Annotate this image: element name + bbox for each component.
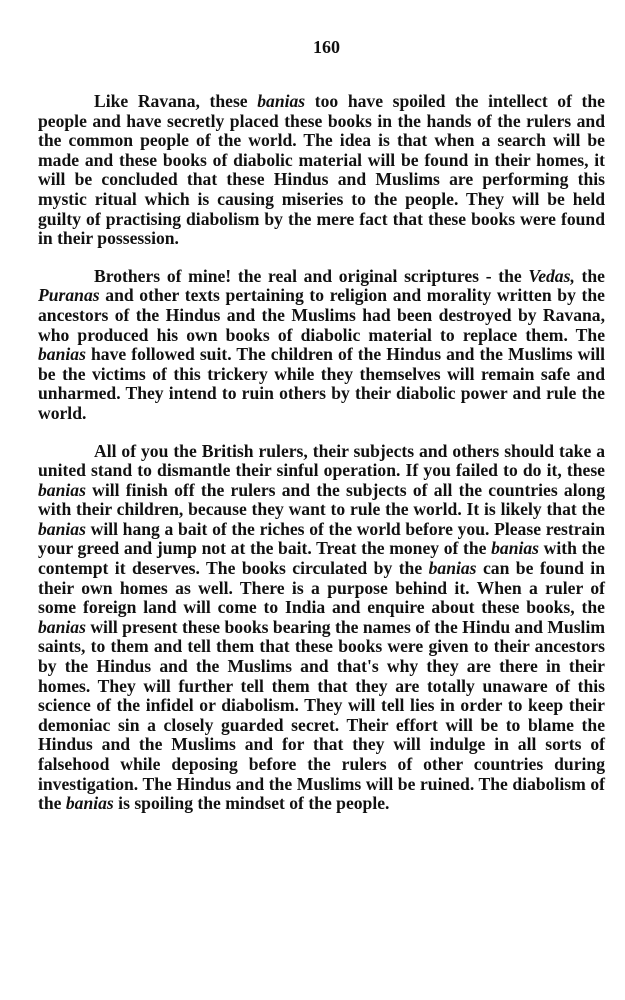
text-run: is spoiling the mindset of the people. [113, 793, 390, 814]
paragraph [38, 92, 605, 249]
text-run: with the contempt it deserves. The books circulated by the [38, 538, 605, 579]
italic-term: banias [38, 344, 86, 365]
text-run: have followed suit. The children of the Hindus and the Muslims will be the victims of this trickery while they themselves will remain safe and unharmed. They intend to ruin others by their diabolic power and rule the world. [38, 344, 605, 423]
text-run: can be found in their own homes as well. There is a purpose behind it. When a ruler of some foreign land will come to India and enquire about these books, the [38, 558, 605, 618]
italic-term: banias [491, 538, 540, 559]
italic-term: banias [38, 518, 86, 539]
italic-term: Puranas [38, 285, 100, 306]
text-run: too have spoiled the intellect of the people and have secretly placed these books in the hands of the rulers and the common people of the world. The idea is that when a search will be made and these books of diabolic material will be found in their homes, it will be concluded that these Hindus and Muslims are performing this mystic ritual which is causing miseries to the people. They will be held guilty of practising diabolism by the mere fact that these books were found in their possession. [38, 91, 605, 249]
text-run: Like Ravana, these [94, 91, 258, 111]
paragraph [38, 267, 605, 424]
text-run: will finish off the rulers and the subjects of all the countries along with their children, because they want to rule the world. It is likely that the [38, 479, 605, 520]
text-run: the [574, 265, 605, 286]
text-run: and other texts pertaining to religion and morality written by the ancestors of the Hindus and the Muslims had been destroyed by Ravana, who produced his own books of diabolic material to replace them. The [38, 285, 605, 345]
italic-term: banias [38, 479, 86, 500]
paragraph [38, 442, 605, 814]
italic-term: banias [257, 91, 306, 111]
page-number: 160 [313, 37, 340, 57]
italic-term: banias [38, 616, 86, 637]
italic-term: banias [428, 558, 477, 579]
text-run: Brothers of mine! the real and original scriptures - the [94, 265, 529, 286]
text-run: All of you the British rulers, their subjects and others should take a united stand to dismantle their sinful operation. If you failed to do it, these [38, 440, 605, 481]
text-run: will hang a bait of the riches of the world before you. Please restrain your greed and jump not at the bait. Treat the money of the [38, 518, 605, 559]
italic-term: Vedas, [528, 265, 575, 286]
text-run: will present these books bearing the names of the Hindu and Muslim saints, to them and tell them that these books were given to their ancestors by the Hindus and the Muslims and that's why they are there in their homes. They will further tell them that they are totally unaware of this science of the infidel or diabolism. They will tell lies in order to keep their demoniac sin a closely guarded secret. Their effort will be to blame the Hindus and the Muslims and for that they will indulge in all sorts of falsehood while deposing before the rulers of other countries during investigation. The Hindus and the Muslims will be ruined. The diabolism of the [38, 616, 605, 814]
italic-term: banias [65, 793, 114, 814]
